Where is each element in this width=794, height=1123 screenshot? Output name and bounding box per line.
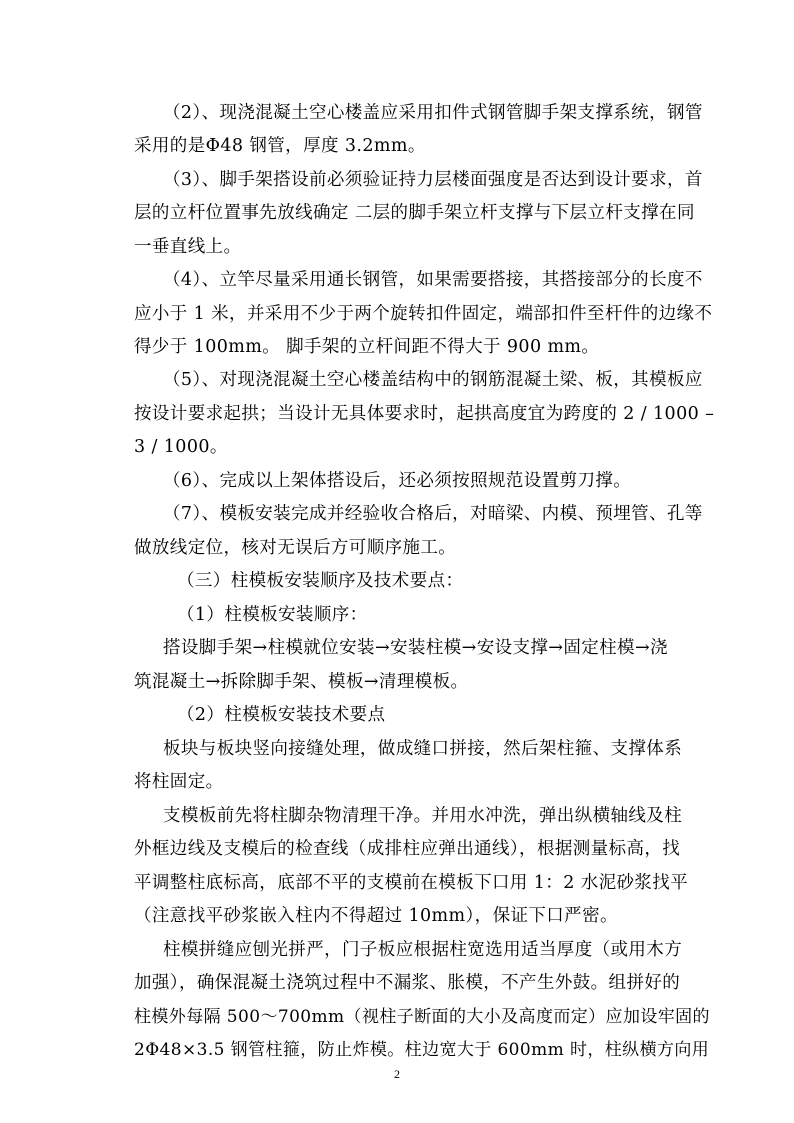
text-line: （2）、现浇混凝土空心楼盖应采用扣件式钢管脚手架支撑系统，钢管 (163, 103, 703, 123)
text-line: 平调整柱底标高，底部不平的支模前在模板下口用 1：2 水泥砂浆找平 (134, 873, 689, 893)
page-number: 2 (394, 1067, 400, 1081)
text-line: （7）、模板安装完成并经验收合格后，对暗梁、内模、预埋管、孔等 (163, 504, 703, 524)
text-line: 柱模外每隔 500～700mm（视柱子断面的大小及高度而定）应加设牢固的 (134, 1007, 710, 1027)
text-line: 采用的是Φ48 钢管，厚度 3.2mm。 (134, 136, 426, 156)
text-line: （3）、脚手架搭设前必须验证持力层楼面强度是否达到设计要求，首 (163, 170, 703, 190)
text-line: （6）、完成以上架体搭设后，还必须按照规范设置剪刀撑。 (163, 471, 632, 491)
text-line: （5）、对现浇混凝土空心楼盖结构中的钢筋混凝土梁、板，其模板应 (163, 370, 703, 390)
text-line: 支模板前先将柱脚杂物清理干净。并用水冲洗，弹出纵横轴线及柱 (163, 806, 683, 826)
text-line: 按设计要求起拱；当设计无具体要求时，起拱高度宜为跨度的 2 / 1000 – (134, 404, 715, 424)
text-line: 将柱固定。 (134, 772, 224, 792)
text-line: 搭设脚手架→柱模就位安装→安装柱模→安设支撑→固定柱模→浇 (163, 638, 668, 658)
text-line: 应小于 1 米，并采用不少于两个旋转扣件固定，端部扣件至杆件的边缘不 (134, 304, 713, 324)
text-line: （注意找平砂浆嵌入柱内不得超过 10mm），保证下口严密。 (134, 906, 618, 926)
text-line: 3 / 1000。 (134, 437, 228, 457)
text-line: 筑混凝土→拆除脚手架、模板→清理模板。 (134, 672, 469, 692)
text-line: 外框边线及支模后的检查线（成排柱应弹出通线），根据测量标高，找 (134, 839, 681, 859)
section-heading: （三）柱模板安装顺序及技术要点： (177, 571, 464, 591)
subsection-heading: （2）柱模板安装技术要点 (177, 705, 386, 725)
text-line: 板块与板块竖向接缝处理，做成缝口拼接，然后架柱箍、支撑体系 (163, 739, 683, 759)
text-line: （4）、立竿尽量采用通长钢管，如果需要搭接，其搭接部分的长度不 (163, 270, 703, 290)
text-line: 加强），确保混凝土浇筑过程中不漏浆、胀模，不产生外鼓。组拼好的 (134, 973, 681, 993)
text-line: 柱模拼缝应刨光拼严，门子板应根据柱宽选用适当厚度（或用木方 (163, 940, 683, 960)
text-line: 一垂直线上。 (134, 237, 242, 257)
subsection-heading: （1）柱模板安装顺序： (177, 605, 368, 625)
text-line: 层的立杆位置事先放线确定 二层的脚手架立杆支撑与下层立杆支撑在同 (134, 203, 695, 223)
text-line: 2Φ48×3.5 钢管柱箍，防止炸模。柱边宽大于 600mm 时，柱纵横方向用 (134, 1040, 710, 1060)
text-line: 做放线定位，核对无误后方可顺序施工。 (134, 538, 457, 558)
text-line: 得少于 100mm。 脚手架的立杆间距不得大于 900 mm。 (134, 337, 600, 357)
